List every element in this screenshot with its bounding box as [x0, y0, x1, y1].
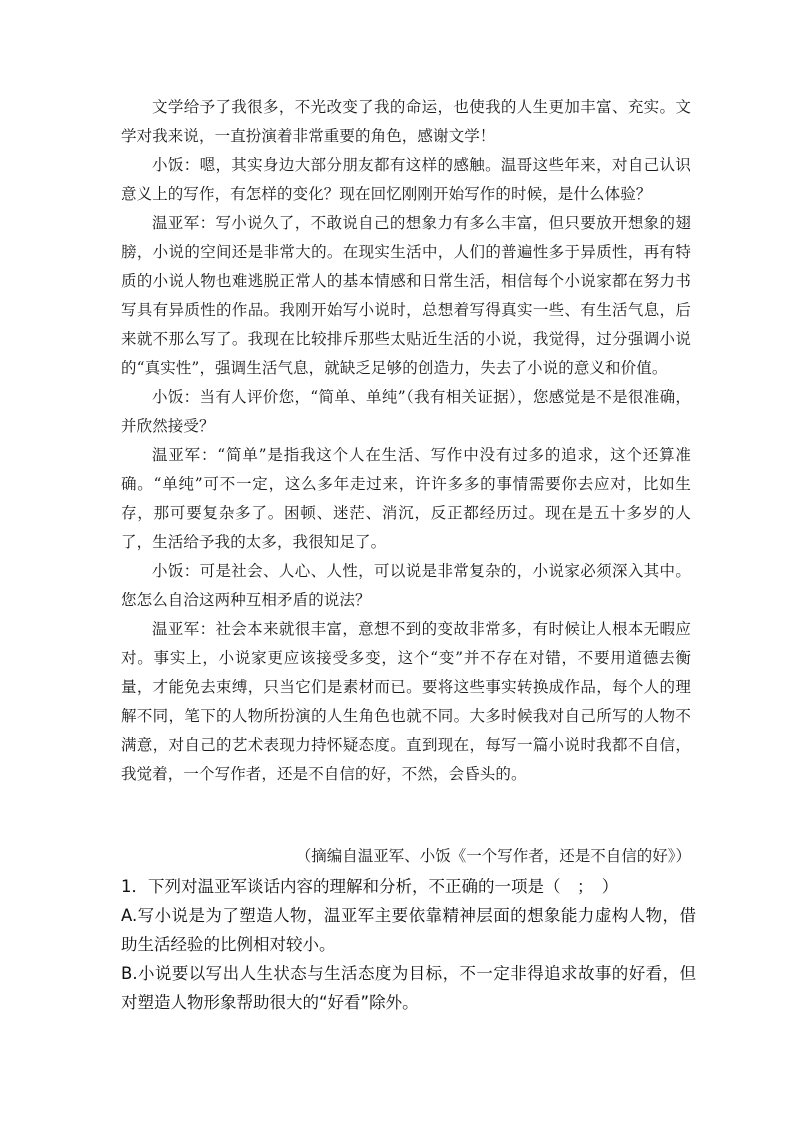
passage-paragraph: 温亚军：写小说久了，不敢说自己的想象力有多么丰富，但只要放开想象的翅膀，小说的空间还是非常大的。在现实生活中，人们的普遍性多于异质性，再有特质的小说人物也难逃脱正常人的基本情感和日常生活，相信每个小说家都在努力书写具有异质性的作品。我刚开始写小说时，总想着写得真实一些、有生活气息，后来就不那么写了。我现在比较排斥那些太贴近生活的小说，我觉得，过分强调小说的“真实性”，强调生活气息，就缺乏足够的创造力，失去了小说的意义和价值。	[121, 214, 691, 377]
option-a: A.写小说是为了塑造人物，温亚军主要依靠精神层面的想象能力虚构人物，借助生活经验的比例相对较小。	[121, 906, 696, 954]
passage-paragraph: 温亚军：“简单”是指我这个人在生活、写作中没有过多的追求，这个还算准确。“单纯”可不一定，这么多年走过来，许许多多的事情需要你去应对，比如生存，那可要复杂多了。困顿、迷茫、消沉，反正都经历过。现在是五十多岁的人了，生活给予我的太多，我很知足了。	[121, 446, 691, 551]
passage-source: （摘编自温亚军、小饭《一个写作者，还是不自信的好》）	[295, 847, 691, 865]
question-stem: 1．下列对温亚军谈话内容的理解和分析，不正确的一项是（ ； ）	[121, 877, 619, 896]
passage-paragraph: 文学给予了我很多，不光改变了我的命运，也使我的人生更加丰富、充实。文学对我来说，一直扮演着非常重要的角色，感谢文学！	[121, 98, 691, 145]
option-b: B.小说要以写出人生状态与生活态度为目标，不一定非得追求故事的好看，但对塑造人物形象帮助很大的“好看”除外。	[121, 964, 696, 1012]
passage-paragraph: 小饭：可是社会、人心、人性，可以说是非常复杂的，小说家必须深入其中。您怎么自洽这两种互相矛盾的说法？	[121, 562, 691, 609]
passage-paragraph: 温亚军：社会本来就很丰富，意想不到的变故非常多，有时候让人根本无暇应对。事实上，小说家更应该接受多变，这个“变”并不存在对错，不要用道德去衡量，才能免去束缚，只当它们是素材而已。要将这些事实转换成作品，每个人的理解不同，笔下的人物所扮演的人生角色也就不同。大多时候我对自己所写的人物不满意，对自己的艺术表现力持怀疑态度。直到现在，每写一篇小说时我都不自信，我觉着，一个写作者，还是不自信的好，不然，会昏头的。	[121, 620, 691, 783]
passage-paragraph: 小饭：嗯，其实身边大部分朋友都有这样的感触。温哥这些年来，对自己认识意义上的写作，有怎样的变化？现在回忆刚刚开始写作的时候，是什么体验？	[121, 156, 691, 203]
question-block	[121, 872, 696, 1017]
passage-body	[121, 93, 691, 789]
passage-paragraph: 小饭：当有人评价您，“简单、单纯”（我有相关证据），您感觉是不是很准确，并欣然接受？	[121, 388, 691, 435]
